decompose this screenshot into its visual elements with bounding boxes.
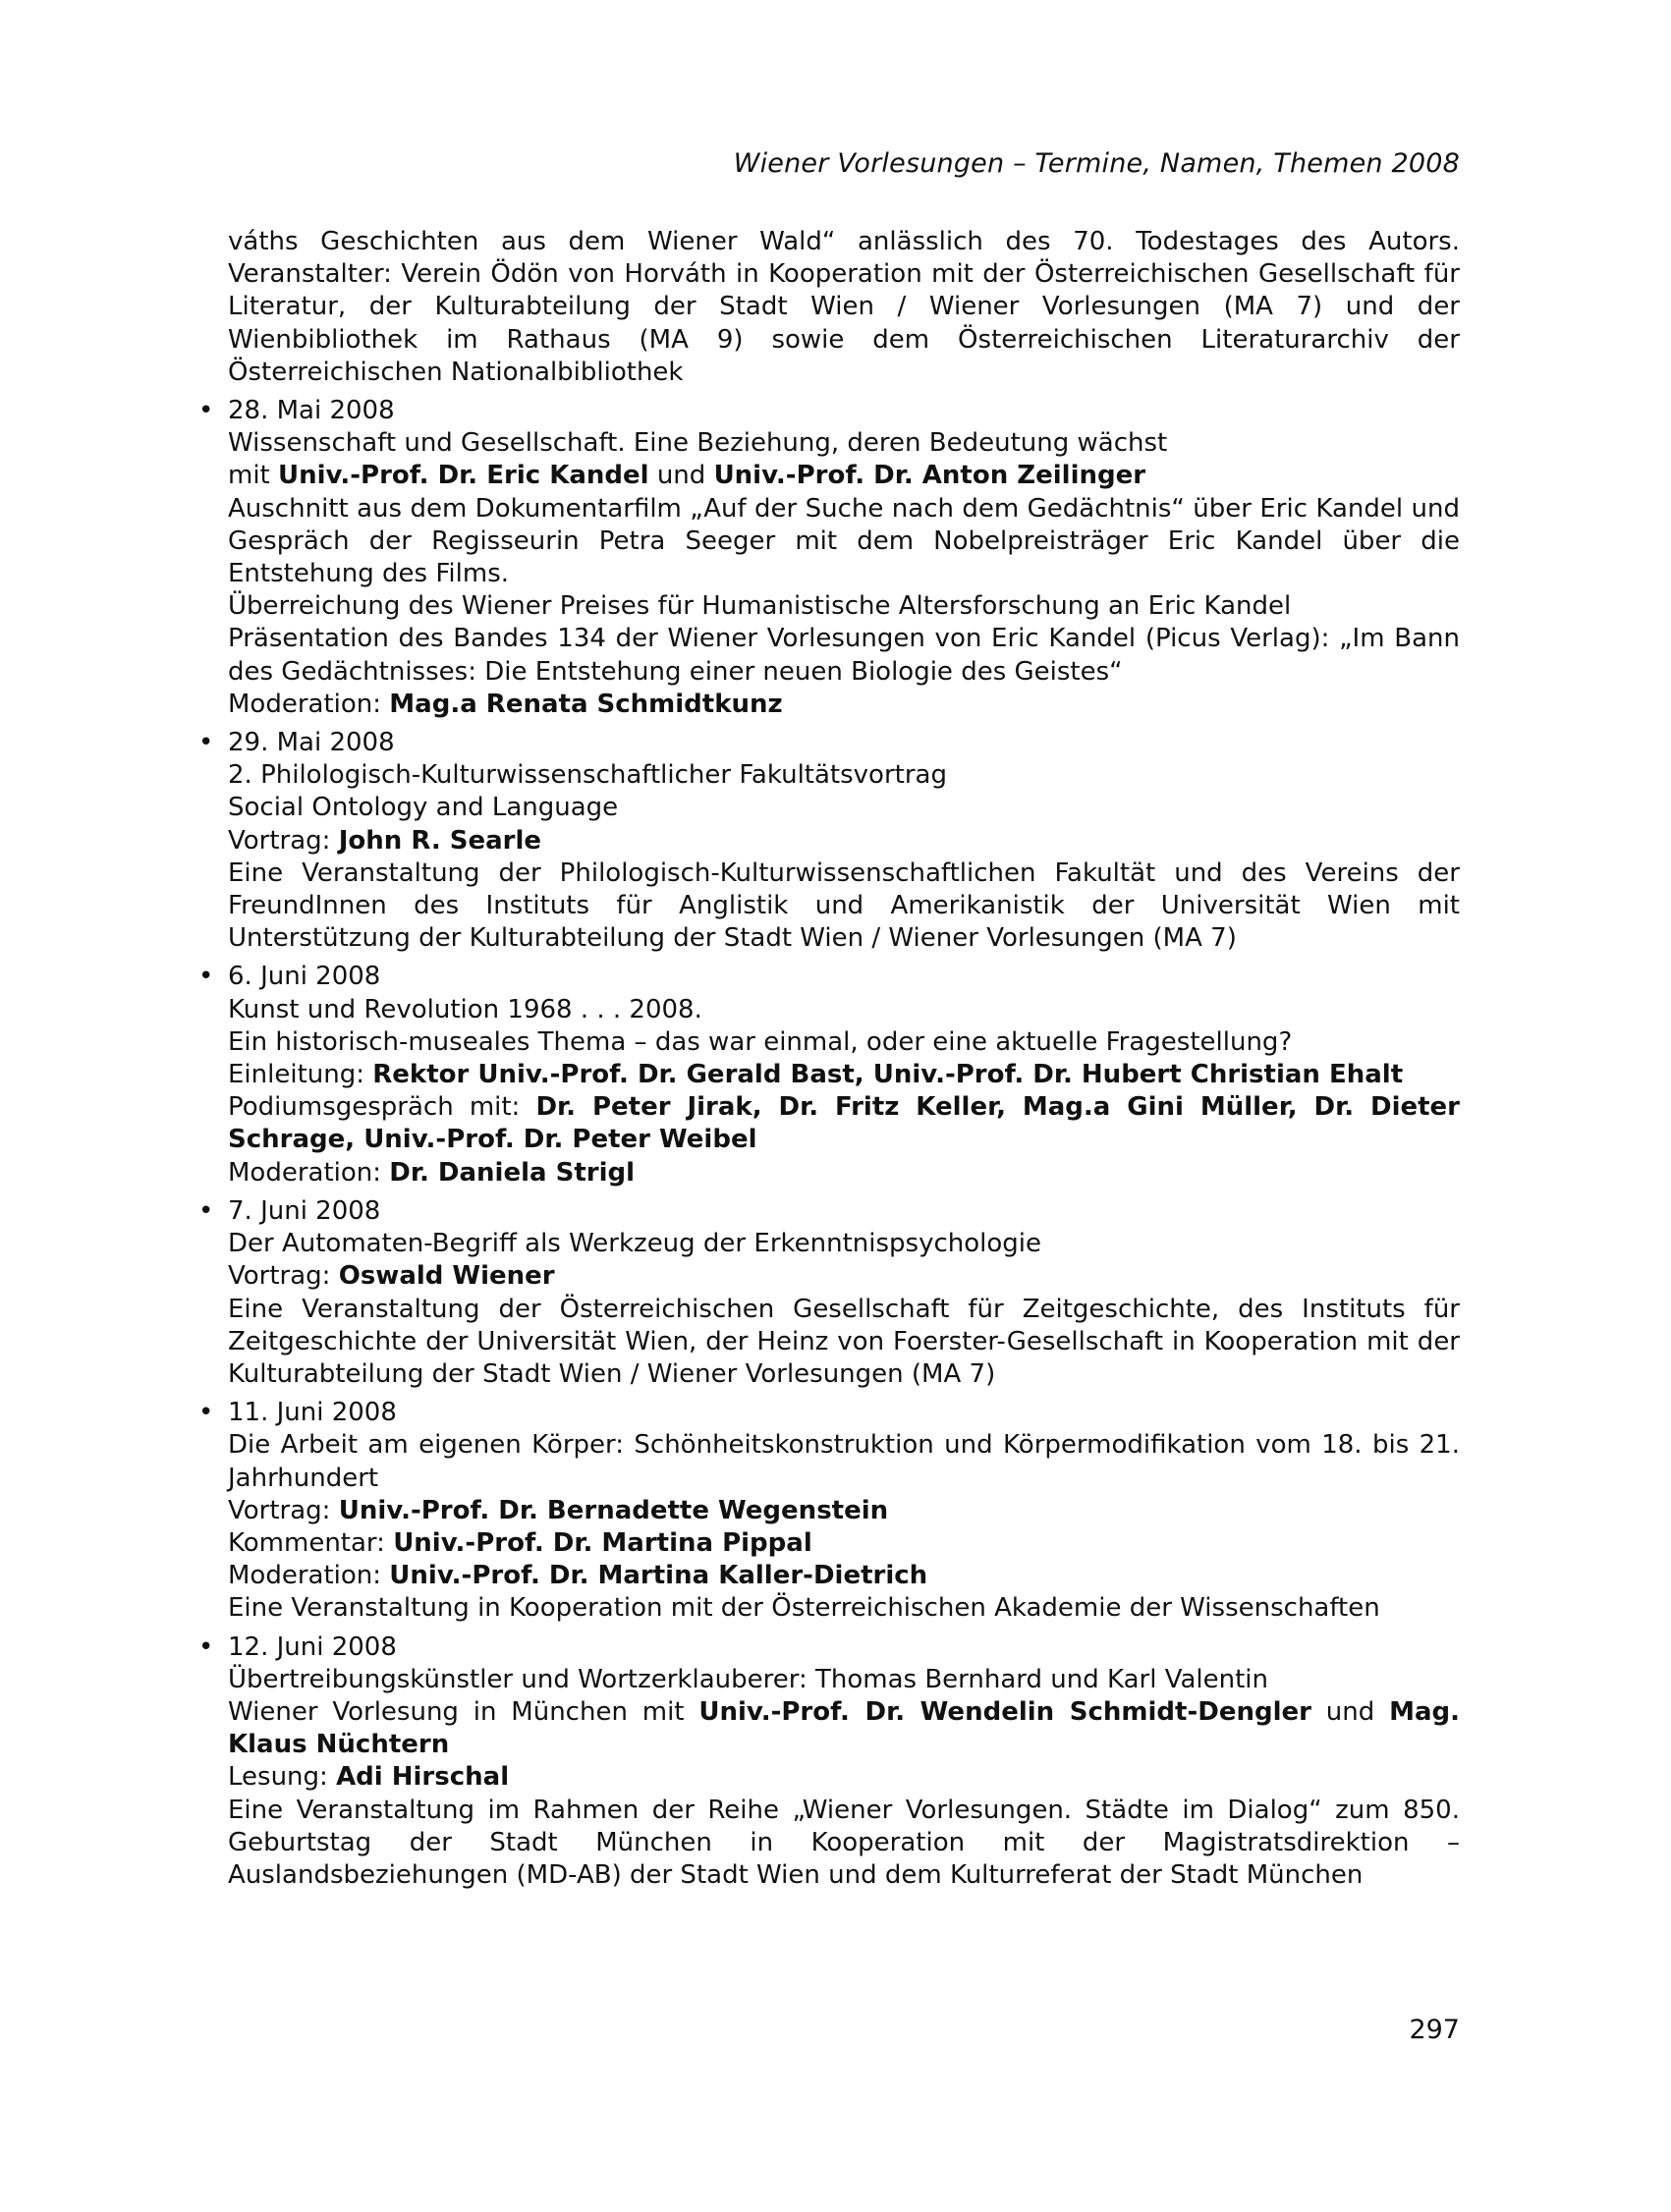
- event-organizer: Eine Veranstaltung der Österreichischen Gesellschaft für Zeitgeschichte, des Instituts für Zeitgeschichte der Universität Wien, der Heinz von Foerster-Gesellschaft in Kooperation mit der Kulturabteilung der Stadt Wien / Wiener Vorlesungen (MA 7): [228, 1294, 1460, 1389]
- event-item-1: [198, 395, 1460, 721]
- event-title: Die Arbeit am eigenen Körper: Schönheitskonstruktion und Körpermodifikation vom 18. bis 21. Jahrhundert: [228, 1430, 1460, 1493]
- talk-label: Vortrag:: [228, 1495, 339, 1525]
- lecture-prefix: Wiener Vorlesung in München mit: [228, 1696, 699, 1727]
- event-presentation: Präsentation des Bandes 134 der Wiener Vorlesungen von Eric Kandel (Picus Verlag): „Im Bann des Gedächtnisses: Die Entstehung einer neuen Biologie des Geistes“: [228, 624, 1460, 687]
- mit-prefix: mit: [228, 461, 279, 491]
- reader-name: Adi Hirschal: [336, 1762, 510, 1793]
- bullet-icon: •: [198, 396, 214, 426]
- moderator-name: Dr. Daniela Strigl: [389, 1157, 636, 1188]
- event-speakers: [228, 460, 1460, 492]
- event-item-2: [198, 727, 1460, 955]
- intro-paragraph: váths Geschichten aus dem Wiener Wald“ anlässlich des 70. Todestages des Autors. Veranstalter: Verein Ödön von Horváth in Kooperation mit der Österreichischen Gesellschaft für Literatur, der Kulturabteilung der Stadt Wien / Wiener Vorlesungen (MA 7) und der Wienbibliothek im Rathaus (MA 9) sowie dem Österreichischen Literaturarchiv der Österreichischen Nationalbibliothek: [228, 227, 1460, 387]
- event-date: 29. Mai 2008: [228, 728, 395, 758]
- speaker-name: Univ.-Prof. Dr. Wendelin Schmidt-Dengler: [698, 1696, 1311, 1727]
- bullet-icon: •: [198, 1195, 214, 1226]
- event-organizer: Eine Veranstaltung der Philologisch-Kulturwissenschaftlichen Fakultät und des Vereins der FreundInnen des Instituts für Anglistik und Amerikanistik der Universität Wien mit Unterstützung der Kulturabteilung der Stadt Wien / Wiener Vorlesungen (MA 7): [228, 857, 1460, 954]
- speaker-name: Univ.-Prof. Dr. Anton Zeilinger: [713, 461, 1146, 491]
- comment-label: Kommentar:: [228, 1527, 394, 1558]
- event-date: 11. Juni 2008: [228, 1398, 397, 1428]
- event-moderation: [228, 1157, 1460, 1189]
- bullet-icon: •: [198, 962, 214, 992]
- event-title: Übertreibungskünstler und Wortzerklauberer: Thomas Bernhard und Karl Valentin: [228, 1664, 1269, 1694]
- event-talk: [228, 1495, 1460, 1527]
- event-organizer: Eine Veranstaltung im Rahmen der Reihe „Wiener Vorlesungen. Städte im Dialog“ zum 850. Geburtstag der Stadt München in Kooperation mit der Magistratsdirektion – Auslandsbeziehungen (MD-AB) der Stadt Wien und dem Kulturreferat der Stadt München: [228, 1795, 1460, 1890]
- moderation-label: Moderation:: [228, 689, 390, 719]
- event-subtitle: Ein historisch-museales Thema – das war einmal, oder eine aktuelle Fragestellung?: [228, 1026, 1293, 1057]
- und-connector: und: [1310, 1696, 1390, 1727]
- event-date: 12. Juni 2008: [228, 1631, 397, 1662]
- speaker-name: Univ.-Prof. Dr. Bernadette Wegenstein: [338, 1495, 889, 1525]
- page-content: [198, 226, 1461, 1898]
- moderation-label: Moderation:: [228, 1561, 390, 1591]
- bullet-icon: •: [198, 1398, 214, 1428]
- event-reading: [228, 1761, 1460, 1794]
- speaker-name: John R. Searle: [338, 825, 542, 856]
- bullet-icon: •: [198, 728, 214, 758]
- event-item-5: [198, 1397, 1460, 1625]
- event-date: 28. Mai 2008: [228, 396, 395, 426]
- page-number: 297: [1409, 2015, 1460, 2045]
- event-description: Auschnitt aus dem Dokumentarfilm „Auf der Suche nach dem Gedächtnis“ über Eric Kandel und Gespräch der Regisseurin Petra Seeger mit dem Nobelpreisträger Eric Kandel über die Entstehung des Films.: [228, 493, 1460, 589]
- event-comment: [228, 1527, 1460, 1560]
- event-moderation: [228, 1560, 1460, 1592]
- event-title: Wissenschaft und Gesellschaft. Eine Beziehung, deren Bedeutung wächst: [228, 428, 1168, 459]
- reading-label: Lesung:: [228, 1762, 337, 1793]
- event-moderation: [228, 689, 1460, 721]
- intro-label: Einleitung:: [228, 1060, 373, 1090]
- event-item-3: [198, 961, 1461, 1189]
- speaker-name: Mag. Klaus Nüchtern: [228, 1696, 1460, 1760]
- moderation-label: Moderation:: [228, 1157, 390, 1188]
- bullet-icon: •: [198, 1631, 214, 1662]
- panel-names: Dr. Peter Jirak, Dr. Fritz Keller, Mag.a Gini Müller, Dr. Dieter Schrage, Univ.-Prof. Dr. Peter Weibel: [228, 1092, 1461, 1155]
- event-talk: [228, 1260, 1460, 1293]
- speaker-name: Univ.-Prof. Dr. Eric Kandel: [278, 461, 649, 491]
- event-talk: [228, 825, 1460, 857]
- speaker-names: Rektor Univ.-Prof. Dr. Gerald Bast, Univ.-Prof. Dr. Hubert Christian Ehalt: [372, 1060, 1404, 1090]
- event-title: Kunst und Revolution 1968 . . . 2008.: [228, 994, 702, 1024]
- talk-label: Vortrag:: [228, 1261, 339, 1292]
- panel-label: Podiumsgespräch mit:: [228, 1092, 536, 1123]
- event-organizer: Eine Veranstaltung in Kooperation mit der Österreichischen Akademie der Wissenschaften: [228, 1593, 1380, 1624]
- speaker-name: Oswald Wiener: [338, 1261, 555, 1292]
- und-connector: und: [648, 461, 714, 491]
- moderator-name: Mag.a Renata Schmidtkunz: [389, 689, 783, 719]
- talk-label: Vortrag:: [228, 825, 339, 856]
- running-header: Wiener Vorlesungen – Termine, Namen, Themen 2008: [733, 148, 1460, 179]
- event-date: 6. Juni 2008: [228, 962, 381, 992]
- event-title: 2. Philologisch-Kulturwissenschaftlicher Fakultätsvortrag: [228, 760, 947, 791]
- event-subtitle: Social Ontology and Language: [228, 793, 619, 823]
- event-title: Der Automaten-Begriff als Werkzeug der Erkenntnispsychologie: [228, 1229, 1042, 1259]
- event-speakers: [228, 1696, 1460, 1761]
- event-date: 7. Juni 2008: [228, 1195, 381, 1226]
- event-introduction: [228, 1059, 1460, 1091]
- event-award: Überreichung des Wiener Preises für Humanistische Altersforschung an Eric Kandel: [228, 591, 1292, 622]
- event-list: [198, 395, 1461, 1892]
- event-panel: [228, 1091, 1460, 1156]
- commentator-name: Univ.-Prof. Dr. Martina Pippal: [393, 1527, 812, 1558]
- event-item-6: [198, 1631, 1460, 1893]
- moderator-name: Univ.-Prof. Dr. Martina Kaller-Dietrich: [389, 1561, 928, 1591]
- event-item-4: [198, 1195, 1460, 1391]
